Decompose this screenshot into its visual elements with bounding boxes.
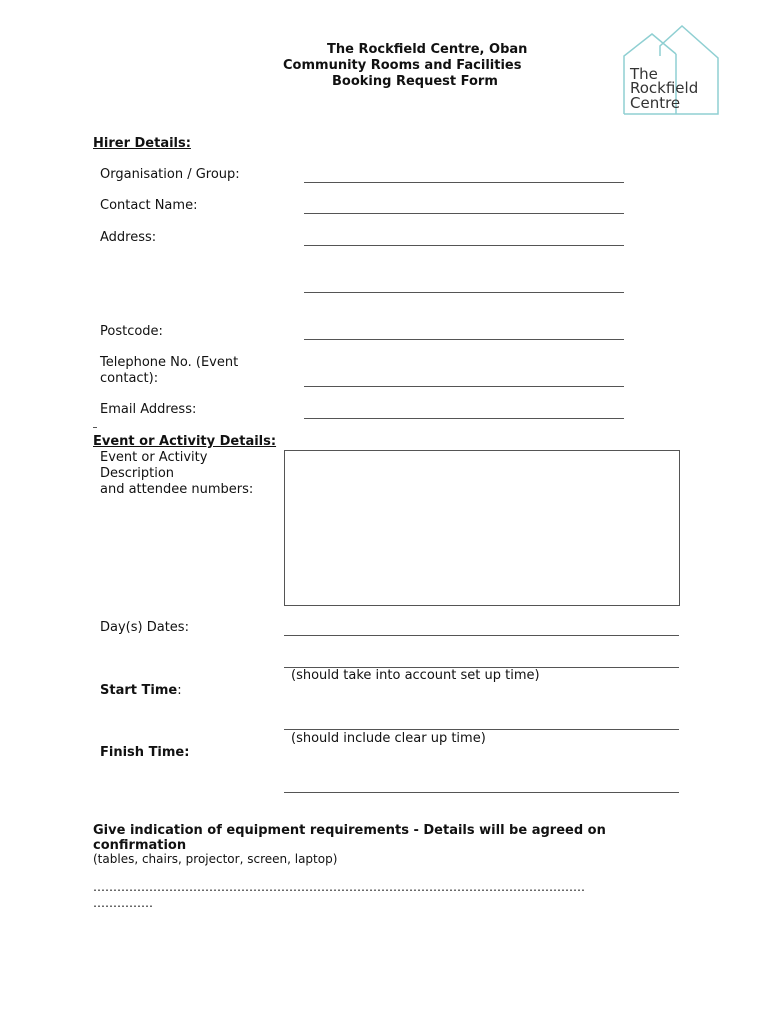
description-label-line3: and attendee numbers: <box>100 482 254 497</box>
logo-text-rockfield: Rockfield <box>630 79 699 97</box>
hirer-details-heading: Hirer Details: <box>93 136 191 151</box>
form-title-line2: Community Rooms and Facilities <box>283 58 522 73</box>
finish-time-field[interactable] <box>284 729 679 730</box>
start-time-label-text: Start Time <box>100 683 178 698</box>
address-field-line2[interactable] <box>304 292 624 293</box>
logo-text-the: The <box>630 65 658 83</box>
start-time-colon: : <box>177 683 182 698</box>
dates-label: Day(s) Dates: <box>100 620 189 635</box>
equipment-dots-line1[interactable]: …………………………………………………………………………………………………………… <box>93 880 585 894</box>
finish-time-label: Finish Time: <box>100 745 190 760</box>
telephone-label-line2: contact): <box>100 371 159 386</box>
postcode-label: Postcode: <box>100 324 163 339</box>
description-label-line2: Description <box>100 466 175 481</box>
divider-mark <box>93 427 97 428</box>
dates-field[interactable] <box>284 635 679 636</box>
equipment-dots-line2[interactable]: …………… <box>93 896 153 910</box>
address-label: Address: <box>100 230 157 245</box>
contact-name-label: Contact Name: <box>100 198 198 213</box>
clear-up-time-note: (should include clear up time) <box>291 731 486 746</box>
form-title-line3: Booking Request Form <box>332 74 498 89</box>
equipment-heading: Give indication of equipment requirements - Details will be agreed on confirmation <box>93 823 606 853</box>
description-textarea[interactable] <box>284 450 680 606</box>
setup-time-note: (should take into account set up time) <box>291 668 540 683</box>
email-field[interactable] <box>304 418 624 419</box>
event-details-heading: Event or Activity Details: <box>93 434 277 449</box>
form-title-line1: The Rockfield Centre, Oban <box>327 42 528 57</box>
postcode-field[interactable] <box>304 339 624 340</box>
contact-name-field[interactable] <box>304 213 624 214</box>
telephone-field[interactable] <box>304 386 624 387</box>
organisation-field[interactable] <box>304 182 624 183</box>
email-label: Email Address: <box>100 402 197 417</box>
organisation-label: Organisation / Group: <box>100 167 240 182</box>
start-time-label <box>100 683 182 699</box>
equipment-subtext: (tables, chairs, projector, screen, laptop) <box>93 852 338 866</box>
finish-time-extra-field[interactable] <box>284 792 679 793</box>
address-field-line1[interactable] <box>304 245 624 246</box>
telephone-label-line1: Telephone No. (Event <box>100 355 239 370</box>
description-label-line1: Event or Activity <box>100 450 208 465</box>
logo-text-centre: Centre <box>630 94 681 112</box>
